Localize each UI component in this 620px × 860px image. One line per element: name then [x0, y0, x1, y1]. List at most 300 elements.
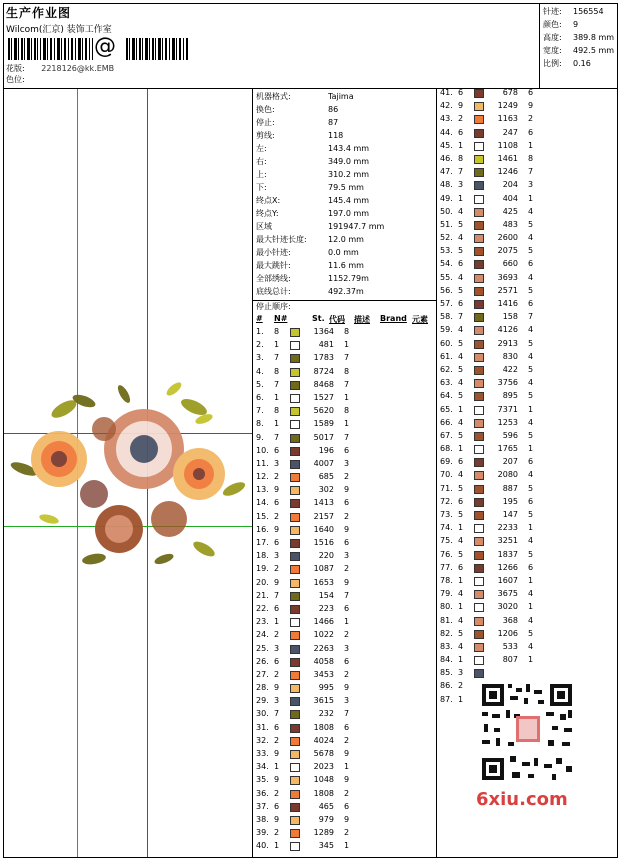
stop-row [256, 828, 434, 841]
stop-index: 37. [256, 801, 269, 811]
color-group: 2 [528, 114, 534, 124]
color-group: 6 [528, 299, 534, 308]
stop-row [440, 391, 616, 404]
stitch-count: 204 [502, 180, 518, 190]
stop-index: 76. [440, 549, 453, 559]
stitch-count: 3756 [497, 378, 518, 388]
column-divider [436, 88, 437, 858]
color-group: 7 [528, 167, 534, 177]
stitch-count: 1364 [313, 327, 334, 336]
stop-index: 8. [256, 419, 264, 429]
stop-needle: 9 [274, 683, 280, 693]
stop-row [440, 470, 616, 483]
stop-needle: 4 [458, 351, 464, 361]
stop-index: 74. [440, 523, 453, 533]
stop-needle: 6 [458, 127, 464, 137]
color-group: 1 [344, 841, 350, 851]
info-row: 停止: 87 [256, 118, 339, 127]
stop-needle: 3 [274, 696, 280, 706]
color-group: 5 [528, 628, 534, 638]
stop-row [440, 602, 616, 615]
color-group: 4 [528, 325, 534, 335]
color-group: 6 [528, 127, 534, 137]
color-swatch [290, 724, 300, 733]
stitch-count: 481 [318, 340, 334, 350]
stop-needle: 3 [458, 668, 464, 678]
stop-index: 66. [440, 417, 453, 427]
colorway-label: 色位: [6, 75, 25, 84]
stop-row [440, 576, 616, 589]
stitch-count: 2913 [497, 338, 518, 348]
color-swatch [290, 447, 300, 456]
stop-row [256, 353, 434, 366]
stop-index: 33. [256, 749, 269, 758]
stop-needle: 9 [274, 524, 280, 534]
stop-needle: 6 [274, 603, 280, 613]
stop-row [440, 312, 616, 325]
stitch-count: 1087 [313, 564, 334, 574]
info-row: 右: 349.0 mm [256, 157, 370, 166]
color-group: 1 [528, 140, 534, 150]
stitch-count: 345 [318, 841, 334, 851]
color-group: 5 [528, 219, 534, 229]
color-swatch [474, 498, 484, 507]
stitch-count: 1808 [313, 788, 334, 798]
stop-row [256, 472, 434, 485]
stop-row [440, 563, 616, 576]
stitch-count: 887 [502, 483, 518, 493]
color-group: 2 [344, 788, 350, 798]
stop-index: 11. [256, 458, 269, 468]
stitch-count: 1163 [497, 114, 518, 124]
stop-row [440, 101, 616, 114]
stop-index: 15. [256, 511, 269, 521]
stop-index: 72. [440, 496, 453, 506]
stop-index: 87. [440, 694, 453, 704]
stop-row [440, 510, 616, 523]
stop-index: 57. [440, 299, 453, 308]
stop-needle: 4 [458, 589, 464, 599]
watermark-text: 6xiu.com [476, 789, 568, 810]
stop-index: 73. [440, 510, 453, 519]
color-group: 6 [344, 603, 350, 613]
color-group: 1 [528, 404, 534, 414]
color-swatch [474, 458, 484, 467]
pattern-value: 2218126@kk.EMB [41, 64, 115, 73]
color-group: 4 [528, 615, 534, 625]
color-group: 8 [528, 153, 534, 163]
stop-needle: 7 [274, 379, 280, 389]
stop-index: 1. [256, 327, 264, 336]
stop-index: 10. [256, 445, 269, 455]
stitch-count: 425 [502, 206, 518, 216]
stop-needle: 5 [458, 483, 464, 493]
stop-needle: 8 [458, 153, 464, 163]
stop-row [256, 709, 434, 722]
stop-index: 5. [256, 379, 264, 389]
stitch-count: 5678 [313, 749, 334, 758]
stitch-count: 422 [502, 364, 518, 374]
stitch-count: 1765 [497, 444, 518, 454]
stop-row [440, 167, 616, 180]
color-group: 9 [344, 485, 350, 495]
color-group: 2 [344, 828, 350, 838]
color-swatch [474, 617, 484, 626]
stop-needle: 5 [458, 391, 464, 401]
stitch-count: 3020 [497, 602, 518, 612]
color-group: 2 [344, 564, 350, 574]
color-swatch [290, 381, 300, 390]
stop-needle: 9 [274, 577, 280, 587]
stop-row [256, 762, 434, 775]
stop-needle: 5 [458, 364, 464, 374]
stop-index: 63. [440, 378, 453, 388]
studio-name: Wilcom(汇京) 装饰工作室 [6, 25, 112, 35]
stitch-count: 223 [318, 603, 334, 613]
stop-row [440, 154, 616, 167]
stop-row [256, 749, 434, 762]
stop-needle: 1 [458, 602, 464, 612]
stop-needle: 6 [274, 498, 280, 508]
color-swatch [290, 473, 300, 482]
stop-needle: 2 [274, 630, 280, 640]
stop-needle: 6 [274, 445, 280, 455]
stop-index: 41. [440, 88, 453, 97]
stop-needle: 1 [458, 444, 464, 454]
stop-index: 81. [440, 615, 453, 625]
stop-index: 49. [440, 193, 453, 203]
embroidery-flower-design [4, 89, 252, 857]
stop-row [256, 578, 434, 591]
info-row: 终点Y: 197.0 mm [256, 209, 370, 218]
design-divider [252, 88, 253, 858]
stitch-count: 3251 [497, 536, 518, 546]
color-group: 9 [344, 683, 350, 693]
stop-index: 77. [440, 562, 453, 572]
color-swatch [474, 129, 484, 138]
stop-row [256, 841, 434, 854]
stop-needle: 7 [274, 432, 280, 442]
color-group: 1 [344, 617, 350, 627]
color-group: 7 [344, 590, 350, 600]
color-swatch [474, 669, 484, 678]
stats-panel [543, 5, 614, 70]
stop-index: 85. [440, 668, 453, 678]
stop-needle: 1 [458, 575, 464, 585]
stop-index: 54. [440, 259, 453, 269]
color-group: 2 [344, 511, 350, 521]
stop-index: 52. [440, 233, 453, 243]
color-swatch [474, 221, 484, 230]
stitch-count: 247 [502, 127, 518, 137]
color-swatch [474, 142, 484, 151]
page-title: 生产作业图 [6, 6, 72, 20]
stop-needle: 4 [458, 272, 464, 282]
stop-needle: 2 [274, 472, 280, 482]
info-row: 左: 143.4 mm [256, 144, 370, 153]
stop-needle: 9 [274, 749, 280, 758]
stop-row [256, 591, 434, 604]
stitch-count: 1246 [497, 167, 518, 177]
color-swatch [290, 842, 300, 851]
stop-needle: 8 [274, 366, 280, 376]
stitch-count: 1461 [497, 153, 518, 163]
color-group: 7 [528, 312, 534, 322]
color-group: 6 [344, 722, 350, 732]
color-swatch [290, 394, 300, 403]
stop-index: 68. [440, 444, 453, 454]
stitch-count: 596 [502, 430, 518, 440]
stop-row [256, 367, 434, 380]
stitch-count: 533 [502, 641, 518, 651]
stitch-count: 196 [318, 445, 334, 455]
stitch-count: 154 [318, 590, 334, 600]
stop-row [256, 393, 434, 406]
stop-needle: 8 [274, 406, 280, 416]
color-swatch [474, 603, 484, 612]
color-swatch [290, 341, 300, 350]
stop-needle: 5 [458, 338, 464, 348]
info-row: 最大针迹长度: 12.0 mm [256, 235, 364, 244]
stop-row [440, 246, 616, 259]
stitch-count: 4024 [313, 735, 334, 745]
stop-needle: 6 [458, 259, 464, 269]
color-group: 8 [344, 327, 350, 336]
stop-needle: 4 [458, 536, 464, 546]
stop-index: 28. [256, 683, 269, 693]
stop-needle: 2 [458, 114, 464, 124]
stitch-count: 3675 [497, 589, 518, 599]
color-group: 3 [344, 551, 350, 561]
color-swatch [474, 195, 484, 204]
stop-index: 26. [256, 656, 269, 666]
stop-row [256, 498, 434, 511]
stitch-count: 7371 [497, 404, 518, 414]
stop-row [256, 815, 434, 828]
stop-needle: 5 [458, 510, 464, 519]
color-swatch [474, 656, 484, 665]
stitch-count: 830 [502, 351, 518, 361]
color-group: 1 [528, 655, 534, 665]
stop-needle: 2 [458, 681, 464, 691]
stop-row [440, 325, 616, 338]
stop-needle: 9 [458, 101, 464, 111]
color-group: 4 [528, 417, 534, 427]
stitch-count: 660 [502, 259, 518, 269]
stop-index: 14. [256, 498, 269, 508]
color-swatch [290, 513, 300, 522]
stop-row [440, 655, 616, 668]
stop-row [256, 802, 434, 815]
stop-row [256, 446, 434, 459]
stop-index: 53. [440, 246, 453, 256]
color-swatch [474, 208, 484, 217]
stop-index: 84. [440, 655, 453, 665]
stitch-count: 807 [502, 655, 518, 665]
stop-needle: 4 [458, 417, 464, 427]
stop-needle: 1 [458, 655, 464, 665]
stat-scale: 比例: 0.16 [543, 59, 591, 68]
stop-row [440, 536, 616, 549]
stop-row [440, 114, 616, 127]
stitch-count: 2571 [497, 285, 518, 295]
stop-row [440, 128, 616, 141]
color-group: 3 [528, 180, 534, 190]
stop-index: 83. [440, 641, 453, 651]
color-group: 5 [528, 246, 534, 256]
color-group: 5 [528, 510, 534, 519]
stop-row [440, 431, 616, 444]
stop-index: 79. [440, 589, 453, 599]
stop-row [256, 696, 434, 709]
stop-index: 16. [256, 524, 269, 534]
col-element: 元素 [412, 315, 428, 324]
color-group: 9 [344, 577, 350, 587]
color-swatch [290, 697, 300, 706]
color-group: 6 [528, 88, 534, 97]
color-swatch [290, 420, 300, 429]
stop-index: 12. [256, 472, 269, 482]
stop-row [440, 629, 616, 642]
color-swatch [474, 155, 484, 164]
color-group: 2 [344, 472, 350, 482]
color-group: 1 [344, 762, 350, 772]
info-row: 上: 310.2 mm [256, 170, 370, 179]
color-group: 6 [344, 445, 350, 455]
stitch-count: 5620 [313, 406, 334, 416]
color-swatch [474, 630, 484, 639]
stop-index: 9. [256, 432, 264, 442]
stop-index: 36. [256, 788, 269, 798]
color-swatch [474, 353, 484, 362]
color-swatch [474, 234, 484, 243]
stitch-count: 685 [318, 472, 334, 482]
stop-needle: 7 [274, 709, 280, 719]
stitch-count: 2080 [497, 470, 518, 480]
color-group: 6 [528, 259, 534, 269]
stitch-count: 1808 [313, 722, 334, 732]
stop-needle: 6 [274, 722, 280, 732]
color-group: 7 [344, 379, 350, 389]
stop-row [256, 670, 434, 683]
stop-index: 45. [440, 140, 453, 150]
stop-index: 80. [440, 602, 453, 612]
stop-needle: 6 [274, 538, 280, 547]
color-group: 6 [344, 538, 350, 547]
color-group: 6 [344, 801, 350, 811]
stitch-count: 2233 [497, 523, 518, 533]
stop-needle: 8 [274, 327, 280, 336]
color-group: 4 [528, 351, 534, 361]
col-num: # [256, 314, 263, 323]
color-swatch [474, 445, 484, 454]
stitch-count: 8468 [313, 379, 334, 389]
stop-index: 48. [440, 180, 453, 190]
color-swatch [474, 406, 484, 415]
stitch-count: 368 [502, 615, 518, 625]
color-swatch [474, 340, 484, 349]
stitch-count: 678 [502, 88, 518, 97]
stitch-count: 979 [318, 814, 334, 824]
stitch-count: 4126 [497, 325, 518, 335]
stitch-count: 1249 [497, 101, 518, 111]
stop-index: 60. [440, 338, 453, 348]
color-group: 4 [528, 536, 534, 546]
stop-row [440, 444, 616, 457]
stop-needle: 4 [458, 470, 464, 480]
color-group: 8 [344, 366, 350, 376]
color-group: 5 [528, 430, 534, 440]
stop-needle: 5 [458, 219, 464, 229]
color-group: 1 [528, 602, 534, 612]
color-swatch [290, 592, 300, 601]
color-group: 1 [528, 575, 534, 585]
color-swatch [474, 287, 484, 296]
stop-needle: 3 [274, 643, 280, 653]
stop-row [256, 380, 434, 393]
stop-index: 21. [256, 590, 269, 600]
color-group: 1 [528, 444, 534, 454]
color-swatch [474, 300, 484, 309]
stitch-count: 207 [502, 457, 518, 467]
info-row: 机器格式: Tajima [256, 92, 354, 101]
color-swatch [474, 392, 484, 401]
stop-index: 67. [440, 430, 453, 440]
stop-needle: 6 [458, 562, 464, 572]
stop-row [440, 457, 616, 470]
color-group: 7 [344, 432, 350, 442]
stop-index: 7. [256, 406, 264, 416]
stitch-count: 1783 [313, 353, 334, 363]
color-swatch [290, 829, 300, 838]
machine-info [256, 90, 384, 298]
stop-needle: 3 [274, 551, 280, 561]
stop-row [440, 365, 616, 378]
color-swatch [290, 645, 300, 654]
stop-row [256, 617, 434, 630]
color-swatch [474, 471, 484, 480]
color-swatch [474, 577, 484, 586]
stop-row [256, 775, 434, 788]
stat-stitches: 针迹: 156554 [543, 7, 604, 16]
color-swatch [474, 181, 484, 190]
color-group: 6 [528, 457, 534, 467]
stop-needle: 9 [274, 775, 280, 785]
stop-row [256, 604, 434, 617]
color-group: 4 [528, 233, 534, 243]
stat-colors: 颜色: 9 [543, 20, 579, 29]
stitch-count: 3453 [313, 669, 334, 679]
color-swatch [474, 366, 484, 375]
stop-needle: 9 [274, 814, 280, 824]
stop-needle: 5 [458, 285, 464, 295]
color-swatch [290, 658, 300, 667]
stitch-count: 220 [318, 551, 334, 561]
stop-row [256, 419, 434, 432]
color-group: 4 [528, 470, 534, 480]
color-group: 3 [344, 643, 350, 653]
pattern-label: 花版: [6, 64, 25, 73]
stitch-count: 2263 [313, 643, 334, 653]
stitch-count: 147 [502, 510, 518, 519]
stop-row [256, 433, 434, 446]
stop-needle: 5 [458, 246, 464, 256]
stop-needle: 9 [274, 485, 280, 495]
stats-divider [539, 3, 540, 88]
stop-index: 61. [440, 351, 453, 361]
color-swatch [290, 368, 300, 377]
stop-needle: 1 [458, 140, 464, 150]
